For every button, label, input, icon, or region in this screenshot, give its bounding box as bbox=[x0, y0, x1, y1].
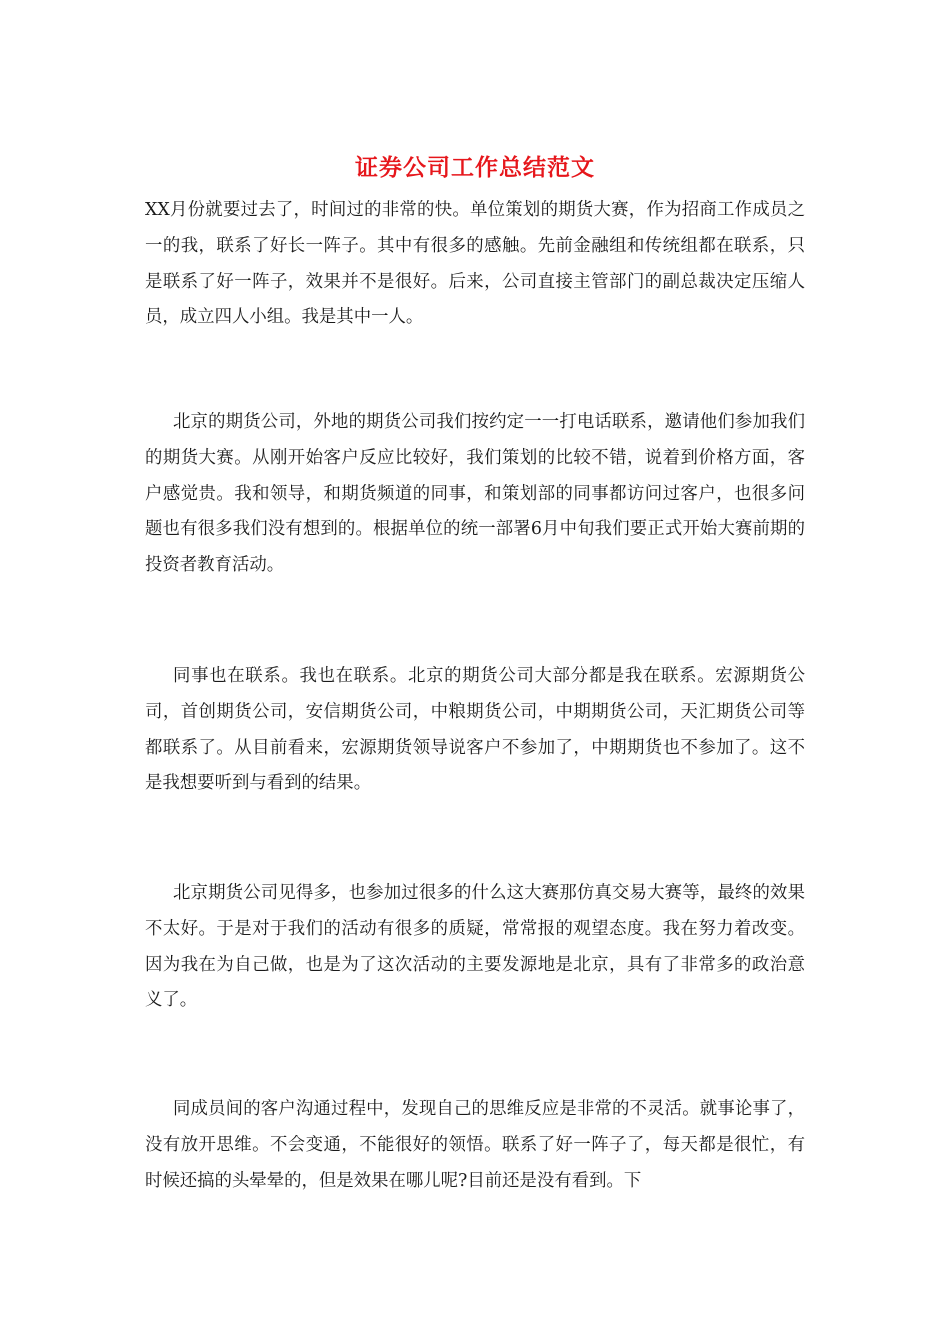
paragraph-3: 同事也在联系。我也在联系。北京的期货公司大部分都是我在联系。宏源期货公司，首创期货公司，安信期货公司，中粮期货公司，中期期货公司，天汇期货公司等都联系了。从目前看来，宏源期货领导说客户不参加了，中期期货也不参加了。这不是我想要听到与看到的结果。 bbox=[145, 666, 805, 794]
paragraph-4: 北京期货公司见得多，也参加过很多的什么这大赛那仿真交易大赛等，最终的效果不太好。于是对于我们的活动有很多的质疑，常常报的观望态度。我在努力着改变。因为我在为自己做，也是为了这次活动的主要发源地是北京，具有了非常多的政治意义了。 bbox=[145, 883, 805, 1011]
paragraph-2: 北京的期货公司，外地的期货公司我们按约定一一打电话联系，邀请他们参加我们的期货大赛。从刚开始客户反应比较好，我们策划的比较不错，说着到价格方面，客户感觉贵。我和领导，和期货频道的同事，和策划部的同事都访问过客户，也很多问题也有很多我们没有想到的。根据单位的统一部署6月中旬我们要正式开始大赛前期的投资者教育活动。 bbox=[145, 412, 805, 576]
paragraph-5: 同成员间的客户沟通过程中，发现自己的思维反应是非常的不灵活。就事论事了，没有放开思维。不会变通，不能很好的领悟。联系了好一阵子了，每天都是很忙，有时候还搞的头晕晕的，但是效果在哪儿呢?目前还是没有看到。下 bbox=[145, 1099, 805, 1191]
paragraph-1: XX月份就要过去了，时间过的非常的快。单位策划的期货大赛，作为招商工作成员之一的我，联系了好长一阵子。其中有很多的感触。先前金融组和传统组都在联系，只是联系了好一阵子，效果并不是很好。后来，公司直接主管部门的副总裁决定压缩人员，成立四人小组。我是其中一人。 bbox=[145, 200, 805, 328]
document-title: 证券公司工作总结范文 bbox=[355, 154, 595, 181]
